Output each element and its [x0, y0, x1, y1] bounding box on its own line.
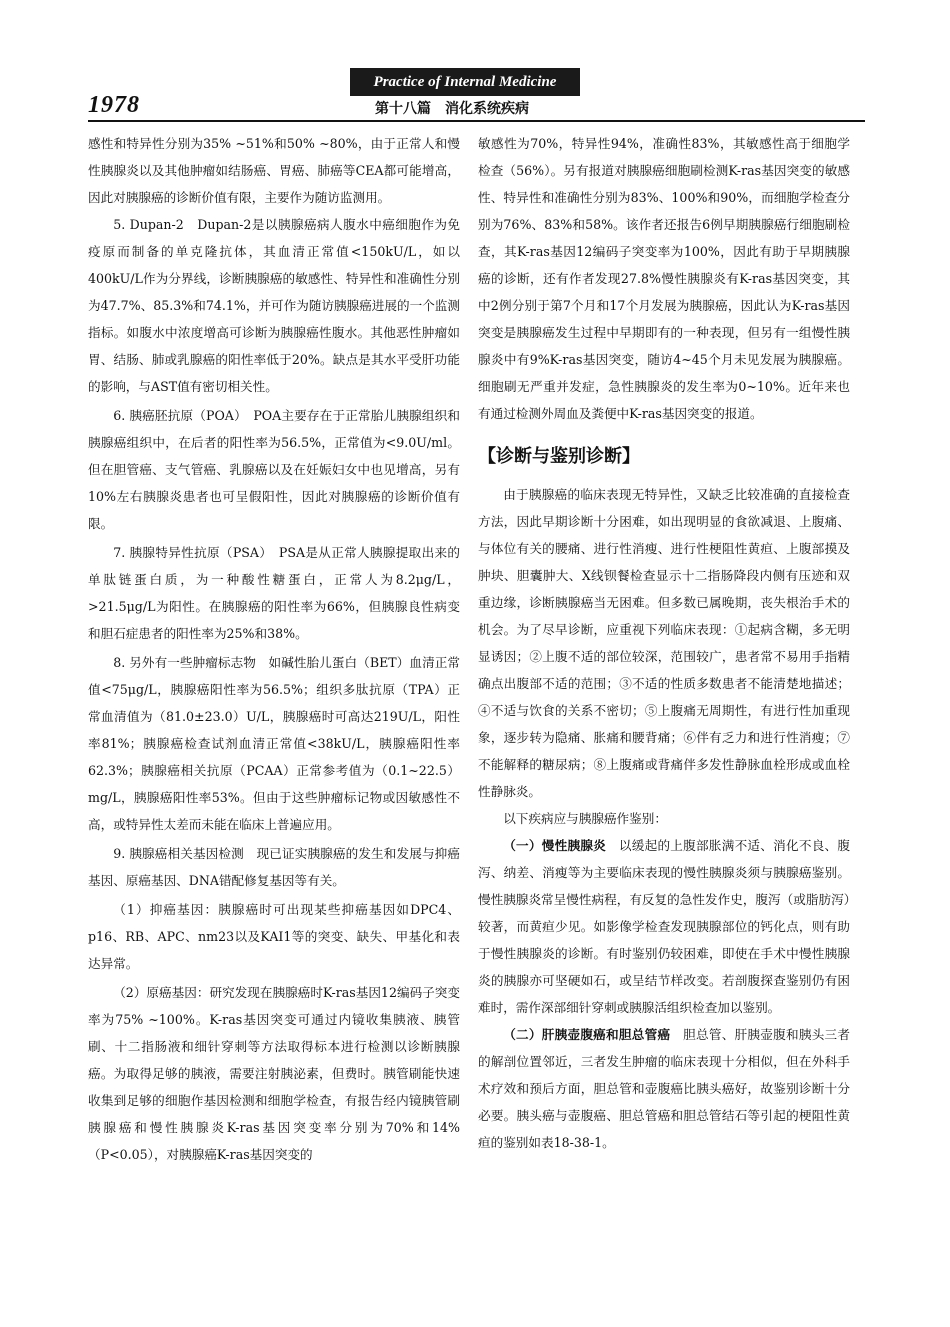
paragraph: 7. 胰腺特异性抗原（PSA） PSA是从正常人胰腺提取出来的单肽链蛋白质，为一种酸性糖蛋白，正常人为8.2μg/L，>21.5μg/L为阳性。在胰腺癌的阳性率为66%，但胰腺良性病变和胆石症患者的阳性率为25%和38%。 — [88, 545, 460, 641]
right-column — [478, 130, 850, 1156]
paragraph: 6. 胰癌胚抗原（POA） POA主要存在于正常胎儿胰腺组织和胰腺癌组织中，在后者的阳性率为56.5%，正常值为<9.0U/ml。但在胆管癌、支气管癌、乳腺癌以及在妊娠妇女中也见增高，另有10%左右胰腺炎患者也可呈假阳性，因此对胰腺癌的诊断价值有限。 — [88, 408, 460, 531]
subheading: （一）慢性胰腺炎 — [503, 838, 607, 853]
section-heading: 【诊断与鉴别诊断】 — [478, 446, 640, 467]
section-title: 第十八篇 消化系统疾病 — [375, 101, 529, 117]
paragraph: 9. 胰腺癌相关基因检测 现已证实胰腺癌的发生和发展与抑癌基因、原癌基因、DNA错配修复基因等有关。 — [88, 846, 460, 888]
paragraph: 8. 另外有一些肿瘤标志物 如碱性胎儿蛋白（BET）血清正常值<75μg/L，胰腺癌阳性率为56.5%；组织多肽抗原（TPA）正常血清值为（81.0±23.0）U/L，胰腺癌时可高达219U/L，阳性率81%；胰腺癌检查试剂血清正常值<38kU/L，胰腺癌阳性率62.3%；胰腺癌相关抗原（PCAA）正常参考值为（0.1~22.5）mg/L，胰腺癌阳性率53%。但由于这些肿瘤标记物或因敏感性不高，或特异性太差而未能在临床上普遍应用。 — [88, 655, 460, 832]
paragraph: 由于胰腺癌的临床表现无特异性，又缺乏比较准确的直接检查方法，因此早期诊断十分困难，如出现明显的食欲减退、上腹痛、与体位有关的腰痛、进行性消瘦、进行性梗阻性黄疸、上腹部摸及肿块、胆囊肿大、X线钡餐检查显示十二指肠降段内侧有压迹和双重边缘，诊断胰腺癌当无困难。但多数已属晚期，丧失根治手术的机会。为了尽早诊断，应重视下列临床表现：①起病含糊，多无明显诱因；②上腹不适的部位较深，范围较广，患者常不易用手指精确点出腹部不适的范围；③不适的性质多数患者不能清楚地描述；④不适与饮食的关系不密切；⑤上腹痛无周期性，有进行性加重现象，逐步转为隐痛、胀痛和腰背痛；⑥伴有乏力和进行性消瘦；⑦不能解释的糖尿病；⑧上腹痛或背痛伴多发性静脉血栓形成或血栓性静脉炎。 — [478, 487, 850, 799]
paragraph: （2）原癌基因：研究发现在胰腺癌时K-ras基因12编码子突变率为75% ~100%。K-ras基因突变可通过内镜收集胰液、胰管刷、十二指肠液和细针穿刺等方法取得标本进行检测以诊断胰腺癌。为取得足够的胰液，需要注射胰泌素，但费时。胰管刷能快速收集到足够的细胞作基因检测和细胞学检查，有报告经内镜胰管刷胰腺癌和慢性胰腺炎K-ras基因突变率分别为70%和14%（P<0.05），对胰腺癌K-ras基因突变的 — [88, 985, 460, 1162]
paragraph: （1）抑癌基因：胰腺癌时可出现某些抑癌基因如DPC4、p16、RB、APC、nm23以及KAI1等的突变、缺失、甲基化和表达异常。 — [88, 902, 460, 971]
page-number: 1978 — [88, 92, 140, 118]
journal-name: Practice of Internal Medicine — [373, 74, 557, 90]
paragraph: 感性和特异性分别为35% ~51%和50% ~80%，由于正常人和慢性胰腺炎以及其他肿瘤如结肠癌、胃癌、肺癌等CEA都可能增高，因此对胰腺癌的诊断价值有限，主要作为随访监测用。 — [88, 136, 460, 205]
subheading: （二）肝胰壶腹癌和胆总管癌 — [503, 1027, 671, 1042]
paragraph-text: 胆总管、肝胰壶腹和胰头三者的解剖位置邻近，三者发生肿瘤的临床表现十分相似，但在外科手术疗效和预后方面，胆总管和壶腹癌比胰头癌好，故鉴别诊断十分必要。胰头癌与壶腹癌、胆总管癌和胆总管结石等引起的梗阻性黄疸的鉴别如表18-38-1。 — [478, 1027, 851, 1150]
journal-banner — [350, 68, 580, 96]
paragraph-text: 以缓起的上腹部胀满不适、消化不良、腹泻、纳差、消瘦等为主要临床表现的慢性胰腺炎须与胰腺癌鉴别。慢性胰腺炎常呈慢性病程，有反复的急性发作史，腹泻（或脂肪泻）较著，而黄疸少见。如影像学检查发现胰腺部位的钙化点，则有助于慢性胰腺炎的诊断。有时鉴别仍较困难，即使在手术中慢性胰腺炎的胰腺亦可坚硬如石，或呈结节样改变。若剖腹探查鉴别仍有困难时，需作深部细针穿刺或胰腺活组织检查加以鉴别。 — [478, 838, 851, 1015]
left-column — [88, 130, 460, 1168]
header-rule — [88, 120, 865, 122]
paragraph: 敏感性为70%，特异性94%，准确性83%，其敏感性高于细胞学检查（56%）。另有报道对胰腺癌细胞刷检测K-ras基因突变的敏感性、特异性和准确性分别为83%、100%和90%，而细胞学检查分别为76%、83%和58%。该作者还报告6例早期胰腺癌行细胞刷检查，其K-ras基因12编码子突变率为100%，因此有助于早期胰腺癌的诊断，还有作者发现27.8%慢性胰腺炎有K-ras基因突变，其中2例分别于第7个月和17个月发展为胰腺癌，因此认为K-ras基因突变是胰腺癌发生过程中早期即有的一种表现，但另有一组慢性胰腺炎中有9%K-ras基因突变，随访4~45个月未见发展为胰腺癌。细胞刷无严重并发症，急性胰腺炎的发生率为0~10%。近年来也有通过检测外周血及粪便中K-ras基因突变的报道。 — [478, 136, 850, 421]
paragraph: 以下疾病应与胰腺癌作鉴别： — [503, 811, 667, 826]
paragraph: 5. Dupan-2 Dupan-2是以胰腺癌病人腹水中癌细胞作为免疫原而制备的单克隆抗体，其血清正常值<150kU/L，如以400kU/L作为分界线，诊断胰腺癌的敏感性、特异性和准确性分别为47.7%、85.3%和74.1%，并可作为随访胰腺癌进展的一个监测指标。如腹水中浓度增高可诊断为胰腺癌性腹水。其他恶性肿瘤如胃、结肠、肺或乳腺癌的阳性率低于20%。缺点是其水平受肝功能的影响，与AST值有密切相关性。 — [88, 217, 460, 394]
